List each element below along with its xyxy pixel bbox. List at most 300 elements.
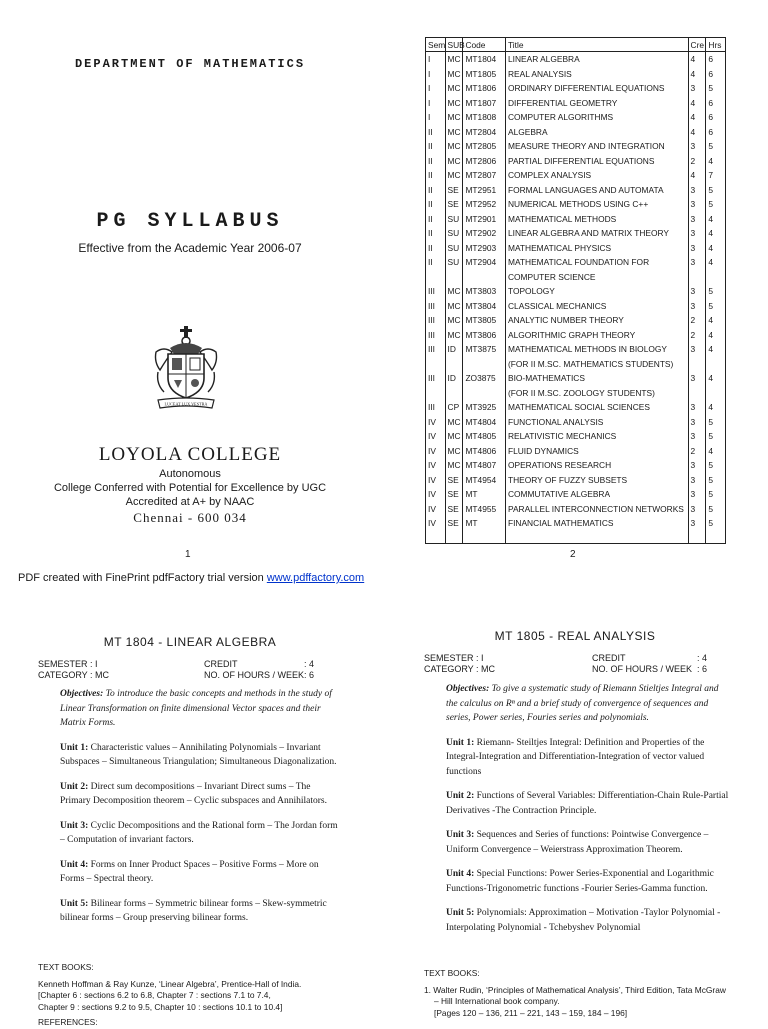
textbook-line: 1. Walter Rudin, ‘Principles of Mathematical Analysis’, Third Edition, Tata McGraw (424, 984, 726, 995)
cell-credits: 3 (688, 299, 706, 314)
unit-4: Unit 4: Special Functions: Power Series-Exponential and Logarithmic Functions-Trigonometric functions -Fourier Series-Gamma function. (446, 869, 714, 894)
cell-title: ANALYTIC NUMBER THEORY (505, 313, 688, 328)
header-hours: Hrs (706, 38, 725, 52)
cell-title: MATHEMATICAL SOCIAL SCIENCES (505, 400, 688, 415)
unit-1: Unit 1: Riemann- Steiltjes Integral: Definition and Properties of the Integral-Integration and Differentiation-Integration of vector valued functions (446, 737, 705, 777)
cell-code: MT1806 (463, 81, 506, 96)
cell-code: MT1805 (463, 67, 506, 82)
cell-code: MT3805 (463, 313, 506, 328)
cell-hours: 5 (708, 83, 714, 93)
cell-sub: SE (445, 473, 463, 488)
cell-sub: MC (445, 139, 463, 154)
cell-credits (688, 357, 706, 372)
cell-credits: 3 (688, 284, 706, 299)
cell-code: MT3925 (463, 400, 506, 415)
cell-title: (FOR II M.SC. MATHEMATICS STUDENTS) (505, 357, 688, 372)
cell-sem: II (426, 197, 445, 212)
cell-code: MT3875 (463, 342, 506, 357)
cell-credits: 3 (688, 429, 706, 444)
cell-credits: 3 (688, 342, 706, 357)
cell-sem: III (426, 284, 445, 299)
college-address: Chennai - 600 034 (133, 510, 247, 525)
cell-hours: 5 (708, 141, 714, 151)
cell-credits: 3 (688, 371, 706, 386)
table-row (426, 371, 725, 386)
objectives-paragraph (424, 682, 730, 726)
cell-code: MT2952 (463, 197, 506, 212)
cell-credits (688, 270, 706, 285)
table-row (426, 52, 725, 67)
unit-1: Unit 1: Characteristic values – Annihilating Polynomials – Invariant Subspaces – Simultaneous Triangulation; Simultaneous Diagonalization. (60, 742, 337, 767)
cell-hours: 5 (708, 474, 714, 485)
cell-sub (445, 386, 463, 401)
cell-credits: 3 (688, 487, 706, 502)
cell-hours: 5 (708, 199, 714, 209)
cell-title: NUMERICAL METHODS USING C++ (505, 197, 688, 212)
cell-sub: MC (445, 284, 463, 299)
course-meta-mt1805 (424, 652, 734, 678)
unit-4: Unit 4: Forms on Inner Product Spaces – Positive Forms – More on Forms – Spectral theory. (60, 859, 319, 884)
hours-value: : 6 (697, 664, 708, 674)
table-header-row (426, 38, 725, 52)
cell-credits: 3 (688, 502, 706, 517)
cell-title: MATHEMATICAL METHODS IN BIOLOGY (505, 342, 688, 357)
cell-sub: MC (445, 328, 463, 343)
cell-title: FUNCTIONAL ANALYSIS (505, 415, 688, 430)
cell-title: LINEAR ALGEBRA AND MATRIX THEORY (505, 226, 688, 241)
page-number-1: 1 (185, 549, 191, 560)
cell-sem: III (426, 313, 445, 328)
cell-title: MEASURE THEORY AND INTEGRATION (505, 139, 688, 154)
cell-code (463, 386, 506, 401)
cell-code: MT3803 (463, 284, 506, 299)
table-row (426, 197, 725, 212)
table-row (426, 299, 725, 314)
cell-sem: I (426, 96, 445, 111)
table-row (426, 125, 725, 140)
cell-sem: II (426, 168, 445, 183)
cell-sub: MC (445, 81, 463, 96)
cell-sem: III (426, 299, 445, 314)
cell-credits: 4 (688, 67, 706, 82)
cell-title: LINEAR ALGEBRA (505, 52, 688, 67)
cell-hours: 5 (708, 489, 714, 499)
cell-credits: 3 (688, 139, 706, 154)
cell-sub: ID (445, 371, 463, 386)
textbooks-heading: TEXT BOOKS: (38, 962, 94, 972)
cell-hours: 4 (708, 402, 714, 412)
cell-sub: SE (445, 487, 463, 502)
cell-hours: 4 (708, 213, 714, 224)
cell-hours: 6 (708, 97, 714, 108)
table-filler-row (426, 531, 725, 543)
cell-code: MT2904 (463, 255, 506, 270)
cell-title: COMPUTER SCIENCE (505, 270, 688, 285)
table-row (426, 139, 725, 154)
cell-credits: 4 (688, 96, 706, 111)
cell-title: COMPLEX ANALYSIS (505, 168, 688, 183)
cell-title: COMMUTATIVE ALGEBRA (505, 487, 688, 502)
effective-year: Effective from the Academic Year 2006-07 (78, 241, 302, 255)
unit-2: Unit 2: Functions of Several Variables: Differentiation-Chain Rule-Partial Derivatives -The Contraction Principle. (446, 791, 729, 816)
header-sub: SUB (445, 38, 463, 52)
table-row (426, 487, 725, 502)
cell-code: MT1807 (463, 96, 506, 111)
cell-code: MT (463, 516, 506, 531)
cell-sub (445, 357, 463, 372)
cell-code: MT4954 (463, 473, 506, 488)
cell-credits: 3 (688, 212, 706, 227)
cell-credits (688, 386, 706, 401)
credit-value: : 4 (304, 659, 315, 669)
textbooks-heading: TEXT BOOKS: (424, 968, 480, 978)
cell-sem (426, 386, 445, 401)
cell-code: MT2807 (463, 168, 506, 183)
cell-hours (706, 270, 725, 285)
cell-sub: MC (445, 168, 463, 183)
cell-sub: MC (445, 96, 463, 111)
cell-hours: 4 (708, 228, 714, 238)
table-row (426, 473, 725, 488)
cell-sem: II (426, 226, 445, 241)
objectives-paragraph (38, 687, 342, 731)
cell-hours: 5 (708, 460, 714, 470)
cell-sem: IV (426, 415, 445, 430)
syllabus-title: PG SYLLABUS (96, 210, 284, 233)
cell-code: MT4806 (463, 444, 506, 459)
cell-title: MATHEMATICAL METHODS (505, 212, 688, 227)
cell-code: MT4955 (463, 502, 506, 517)
cell-credits: 2 (688, 328, 706, 343)
cell-code: MT4804 (463, 415, 506, 430)
cell-sem: II (426, 139, 445, 154)
cell-credits: 3 (688, 226, 706, 241)
cell-sub: CP (445, 400, 463, 415)
cell-sub (445, 270, 463, 285)
cell-code: ZO3875 (463, 371, 506, 386)
cell-code: MT2902 (463, 226, 506, 241)
cell-hours: 6 (708, 126, 714, 137)
course-table (425, 37, 726, 544)
header-credits: Cre (688, 38, 706, 52)
cell-hours: 6 (708, 54, 714, 64)
cell-title: DIFFERENTIAL GEOMETRY (505, 96, 688, 111)
table-row (426, 516, 725, 531)
cell-hours: 4 (708, 445, 714, 456)
cell-sub: SU (445, 226, 463, 241)
cell-hours: 4 (708, 155, 714, 166)
cell-sem: III (426, 328, 445, 343)
cell-hours: 4 (708, 373, 714, 383)
cell-credits: 2 (688, 313, 706, 328)
college-crest-icon (150, 326, 222, 410)
unit-2: Unit 2: Direct sum decompositions – Invariant Direct sums – The Primary Decomposition theorem – Cyclic subspaces and Annihilators. (60, 781, 328, 806)
cell-title: MATHEMATICAL PHYSICS (505, 241, 688, 256)
cell-code: MT2805 (463, 139, 506, 154)
cell-sem (426, 357, 445, 372)
textbook-line: Kenneth Hoffman & Ray Kunze, ‘Linear Algebra’, Prentice-Hall of India. (38, 978, 302, 989)
course-title-mt1804: MT 1804 - LINEAR ALGEBRA (103, 635, 277, 649)
cell-sub: MC (445, 313, 463, 328)
table-row (426, 255, 725, 270)
cell-credits: 3 (688, 415, 706, 430)
cell-sem: II (426, 125, 445, 140)
cell-sem: I (426, 81, 445, 96)
table-row (426, 270, 725, 285)
credit-label: CREDIT (592, 653, 626, 663)
table-row (426, 96, 725, 111)
table-row (426, 67, 725, 82)
pdffactory-link[interactable]: www.pdffactory.com (266, 572, 365, 584)
cell-sub: SE (445, 197, 463, 212)
cell-hours: 6 (708, 68, 714, 79)
cell-title: OPERATIONS RESEARCH (505, 458, 688, 473)
cell-sub: SE (445, 183, 463, 198)
cell-hours: 6 (708, 112, 714, 122)
cell-hours: 4 (708, 329, 714, 340)
cell-credits: 3 (688, 255, 706, 270)
cell-code: MT2804 (463, 125, 506, 140)
cell-sem: IV (426, 487, 445, 502)
cell-credits: 3 (688, 516, 706, 531)
hours-label: NO. OF HOURS / WEEK (204, 670, 305, 680)
cell-hours: 5 (708, 300, 714, 311)
cell-sub: MC (445, 415, 463, 430)
cell-sem: IV (426, 458, 445, 473)
cell-title: FORMAL LANGUAGES AND AUTOMATA (505, 183, 688, 198)
header-title: Title (505, 38, 688, 52)
cell-hours: 5 (708, 431, 714, 441)
excellence-line: College Conferred with Potential for Excellence by UGC (53, 482, 327, 494)
cell-code: MT2901 (463, 212, 506, 227)
cell-title: THEORY OF FUZZY SUBSETS (505, 473, 688, 488)
cell-title: COMPUTER ALGORITHMS (505, 110, 688, 125)
table-row (426, 502, 725, 517)
cell-title: MATHEMATICAL FOUNDATION FOR (505, 255, 688, 270)
cell-credits: 2 (688, 444, 706, 459)
unit-3: Unit 3: Sequences and Series of functions: Pointwise Convergence –Uniform Convergence – Weierstrass Approximation Theorem. (446, 830, 709, 855)
cell-credits: 3 (688, 473, 706, 488)
department-heading: DEPARTMENT OF MATHEMATICS (74, 57, 306, 71)
unit-5: Unit 5: Polynomials: Approximation – Motivation -Taylor Polynomial - Interpolating Polynomial - Tchebyshev Polynomial (446, 908, 721, 933)
footer-text: PDF created with FinePrint pdfFactory trial version (18, 572, 267, 584)
table-row (426, 357, 725, 372)
cell-hours: 5 (708, 184, 714, 195)
table-row (426, 429, 725, 444)
cell-hours (706, 386, 725, 401)
table-row (426, 183, 725, 198)
cell-credits: 4 (688, 52, 706, 67)
table-row (426, 386, 725, 401)
cell-title: TOPOLOGY (505, 284, 688, 299)
objectives-text: To give a systematic study of Riemann Stieltjes Integral and the calculus on Rⁿ and a brief study of convergence of sequences and series, Power series, Fouries series and polynomials. (446, 684, 719, 723)
autonomous-label: Autonomous (159, 468, 221, 480)
table-row (426, 168, 725, 183)
cell-sub: ID (445, 342, 463, 357)
objectives-label: Objectives: (60, 689, 104, 699)
table-row (426, 313, 725, 328)
header-sem: Sem (428, 39, 446, 50)
textbooks-mt1805 (424, 968, 744, 1019)
cell-sub: MC (445, 125, 463, 140)
cell-sem: I (426, 110, 445, 125)
table-row (426, 81, 725, 96)
cell-credits: 4 (688, 110, 706, 125)
textbook-line: – Hill International book company. (434, 996, 560, 1006)
category-label: CATEGORY : MC (424, 664, 496, 674)
table-row (426, 415, 725, 430)
hours-value: : 6 (304, 670, 315, 680)
cell-sub: SU (445, 241, 463, 256)
cell-sub: SE (445, 516, 463, 531)
cell-title: BIO-MATHEMATICS (505, 371, 688, 386)
cell-title: FINANCIAL MATHEMATICS (505, 516, 688, 531)
cell-sub: SU (445, 212, 463, 227)
cell-code: MT2903 (463, 241, 506, 256)
cell-credits: 3 (688, 197, 706, 212)
table-row (426, 212, 725, 227)
svg-text:LUCEAT LUX VESTRA: LUCEAT LUX VESTRA (164, 401, 208, 407)
cell-sub: MC (445, 110, 463, 125)
cell-credits: 2 (688, 154, 706, 169)
textbooks-mt1804 (38, 962, 358, 1029)
pdf-footer (18, 572, 364, 584)
cell-credits: 3 (688, 400, 706, 415)
course-body-mt1804 (38, 687, 342, 936)
cell-sub: SE (445, 502, 463, 517)
category-label: CATEGORY : MC (38, 670, 110, 680)
cell-sem: IV (426, 516, 445, 531)
cell-code: MT3806 (463, 328, 506, 343)
cell-credits: 3 (688, 183, 706, 198)
cell-sem: III (426, 400, 445, 415)
cell-code: MT1804 (463, 52, 506, 67)
course-title-mt1805: MT 1805 - REAL ANALYSIS (494, 629, 656, 643)
table-row (426, 458, 725, 473)
table-row (426, 444, 725, 459)
cell-hours: 5 (708, 286, 714, 296)
cell-sub: MC (445, 52, 463, 67)
course-meta-mt1804 (38, 658, 338, 684)
cell-sem: II (426, 183, 445, 198)
textbook-line: [Pages 120 – 136, 211 – 221, 143 – 159, 184 – 196] (434, 1007, 628, 1018)
cell-title: FLUID DYNAMICS (505, 444, 688, 459)
cell-hours: 4 (708, 344, 714, 354)
college-name: LOYOLA COLLEGE (98, 444, 282, 465)
cell-credits: 3 (688, 241, 706, 256)
cell-title: REAL ANALYSIS (505, 67, 688, 82)
cell-sem: III (426, 371, 445, 386)
cell-hours: 4 (708, 315, 714, 325)
cell-code (463, 357, 506, 372)
cell-sub: MC (445, 429, 463, 444)
objectives-text: To introduce the basic concepts and methods in the study of Linear Transformation on finite dimensional Vector spaces and their Matrix Forms. (60, 689, 332, 728)
cell-sub: SU (445, 255, 463, 270)
cell-title: RELATIVISTIC MECHANICS (505, 429, 688, 444)
credit-label: CREDIT (204, 659, 238, 669)
cell-code (463, 270, 506, 285)
references-heading: REFERENCES: (38, 1017, 98, 1027)
cell-hours: 5 (708, 518, 714, 528)
cell-code: MT4805 (463, 429, 506, 444)
cell-credits: 4 (688, 168, 706, 183)
table-row (426, 328, 725, 343)
semester-label: SEMESTER : I (424, 653, 484, 663)
cell-sub: MC (445, 154, 463, 169)
cell-sub: MC (445, 299, 463, 314)
cell-credits: 3 (688, 81, 706, 96)
cell-hours: 4 (708, 257, 714, 267)
cell-title: CLASSICAL MECHANICS (505, 299, 688, 314)
table-row (426, 226, 725, 241)
cell-hours: 5 (708, 416, 714, 427)
cell-sem: II (426, 154, 445, 169)
textbook-line: Chapter 9 : sections 9.2 to 9.5, Chapter 10 : sections 10.1 to 10.4] (38, 1001, 283, 1012)
cell-sub: MC (445, 444, 463, 459)
unit-5: Unit 5: Bilinear forms – Symmetric bilinear forms – Skew-symmetric bilinear forms – Group preserving bilinear forms. (60, 898, 327, 923)
cell-code: MT2806 (463, 154, 506, 169)
header-code: Code (463, 38, 506, 52)
cell-code: MT3804 (463, 299, 506, 314)
cell-sem: II (426, 212, 445, 227)
table-row (426, 110, 725, 125)
cell-code: MT (463, 487, 506, 502)
table-row (426, 284, 725, 299)
cell-sem: II (426, 255, 445, 270)
cell-title: (FOR II M.SC. ZOOLOGY STUDENTS) (505, 386, 688, 401)
cell-sem: III (426, 342, 445, 357)
cell-sem: IV (426, 429, 445, 444)
textbook-line: [Chapter 6 : sections 6.2 to 6.8, Chapter 7 : sections 7.1 to 7.4, (38, 990, 271, 1000)
cell-sem: IV (426, 473, 445, 488)
cell-sem: IV (426, 502, 445, 517)
objectives-label: Objectives: (446, 684, 490, 694)
cell-sem: II (426, 241, 445, 256)
cell-code: MT1808 (463, 110, 506, 125)
cell-hours (706, 357, 725, 372)
cell-sem (426, 270, 445, 285)
cell-sem: I (426, 67, 445, 82)
table-row (426, 400, 725, 415)
cell-title: PARTIAL DIFFERENTIAL EQUATIONS (505, 154, 688, 169)
cell-sem: I (426, 52, 445, 67)
cell-sem: IV (426, 444, 445, 459)
credit-value: : 4 (697, 653, 708, 663)
cell-hours: 5 (708, 503, 714, 514)
cell-title: ALGEBRA (505, 125, 688, 140)
table-row (426, 342, 725, 357)
cell-hours: 4 (708, 242, 714, 253)
unit-3: Unit 3: Cyclic Decompositions and the Rational form – The Jordan form – Computation of invariant factors. (60, 820, 338, 845)
cell-sub: MC (445, 67, 463, 82)
accreditation-line: Accredited at A+ by NAAC (125, 496, 255, 508)
cell-title: ORDINARY DIFFERENTIAL EQUATIONS (505, 81, 688, 96)
page-number-2: 2 (570, 549, 576, 560)
cell-title: PARALLEL INTERCONNECTION NETWORKS (505, 502, 688, 517)
cell-credits: 4 (688, 125, 706, 140)
cell-code: MT2951 (463, 183, 506, 198)
cell-title: ALGORITHMIC GRAPH THEORY (505, 328, 688, 343)
hours-label: NO. OF HOURS / WEEK (592, 664, 693, 674)
table-row (426, 154, 725, 169)
course-body-mt1805 (424, 682, 730, 945)
semester-label: SEMESTER : I (38, 659, 98, 669)
cell-hours: 7 (708, 170, 714, 180)
cell-sub: MC (445, 458, 463, 473)
cell-credits: 3 (688, 458, 706, 473)
cell-code: MT4807 (463, 458, 506, 473)
table-row (426, 241, 725, 256)
